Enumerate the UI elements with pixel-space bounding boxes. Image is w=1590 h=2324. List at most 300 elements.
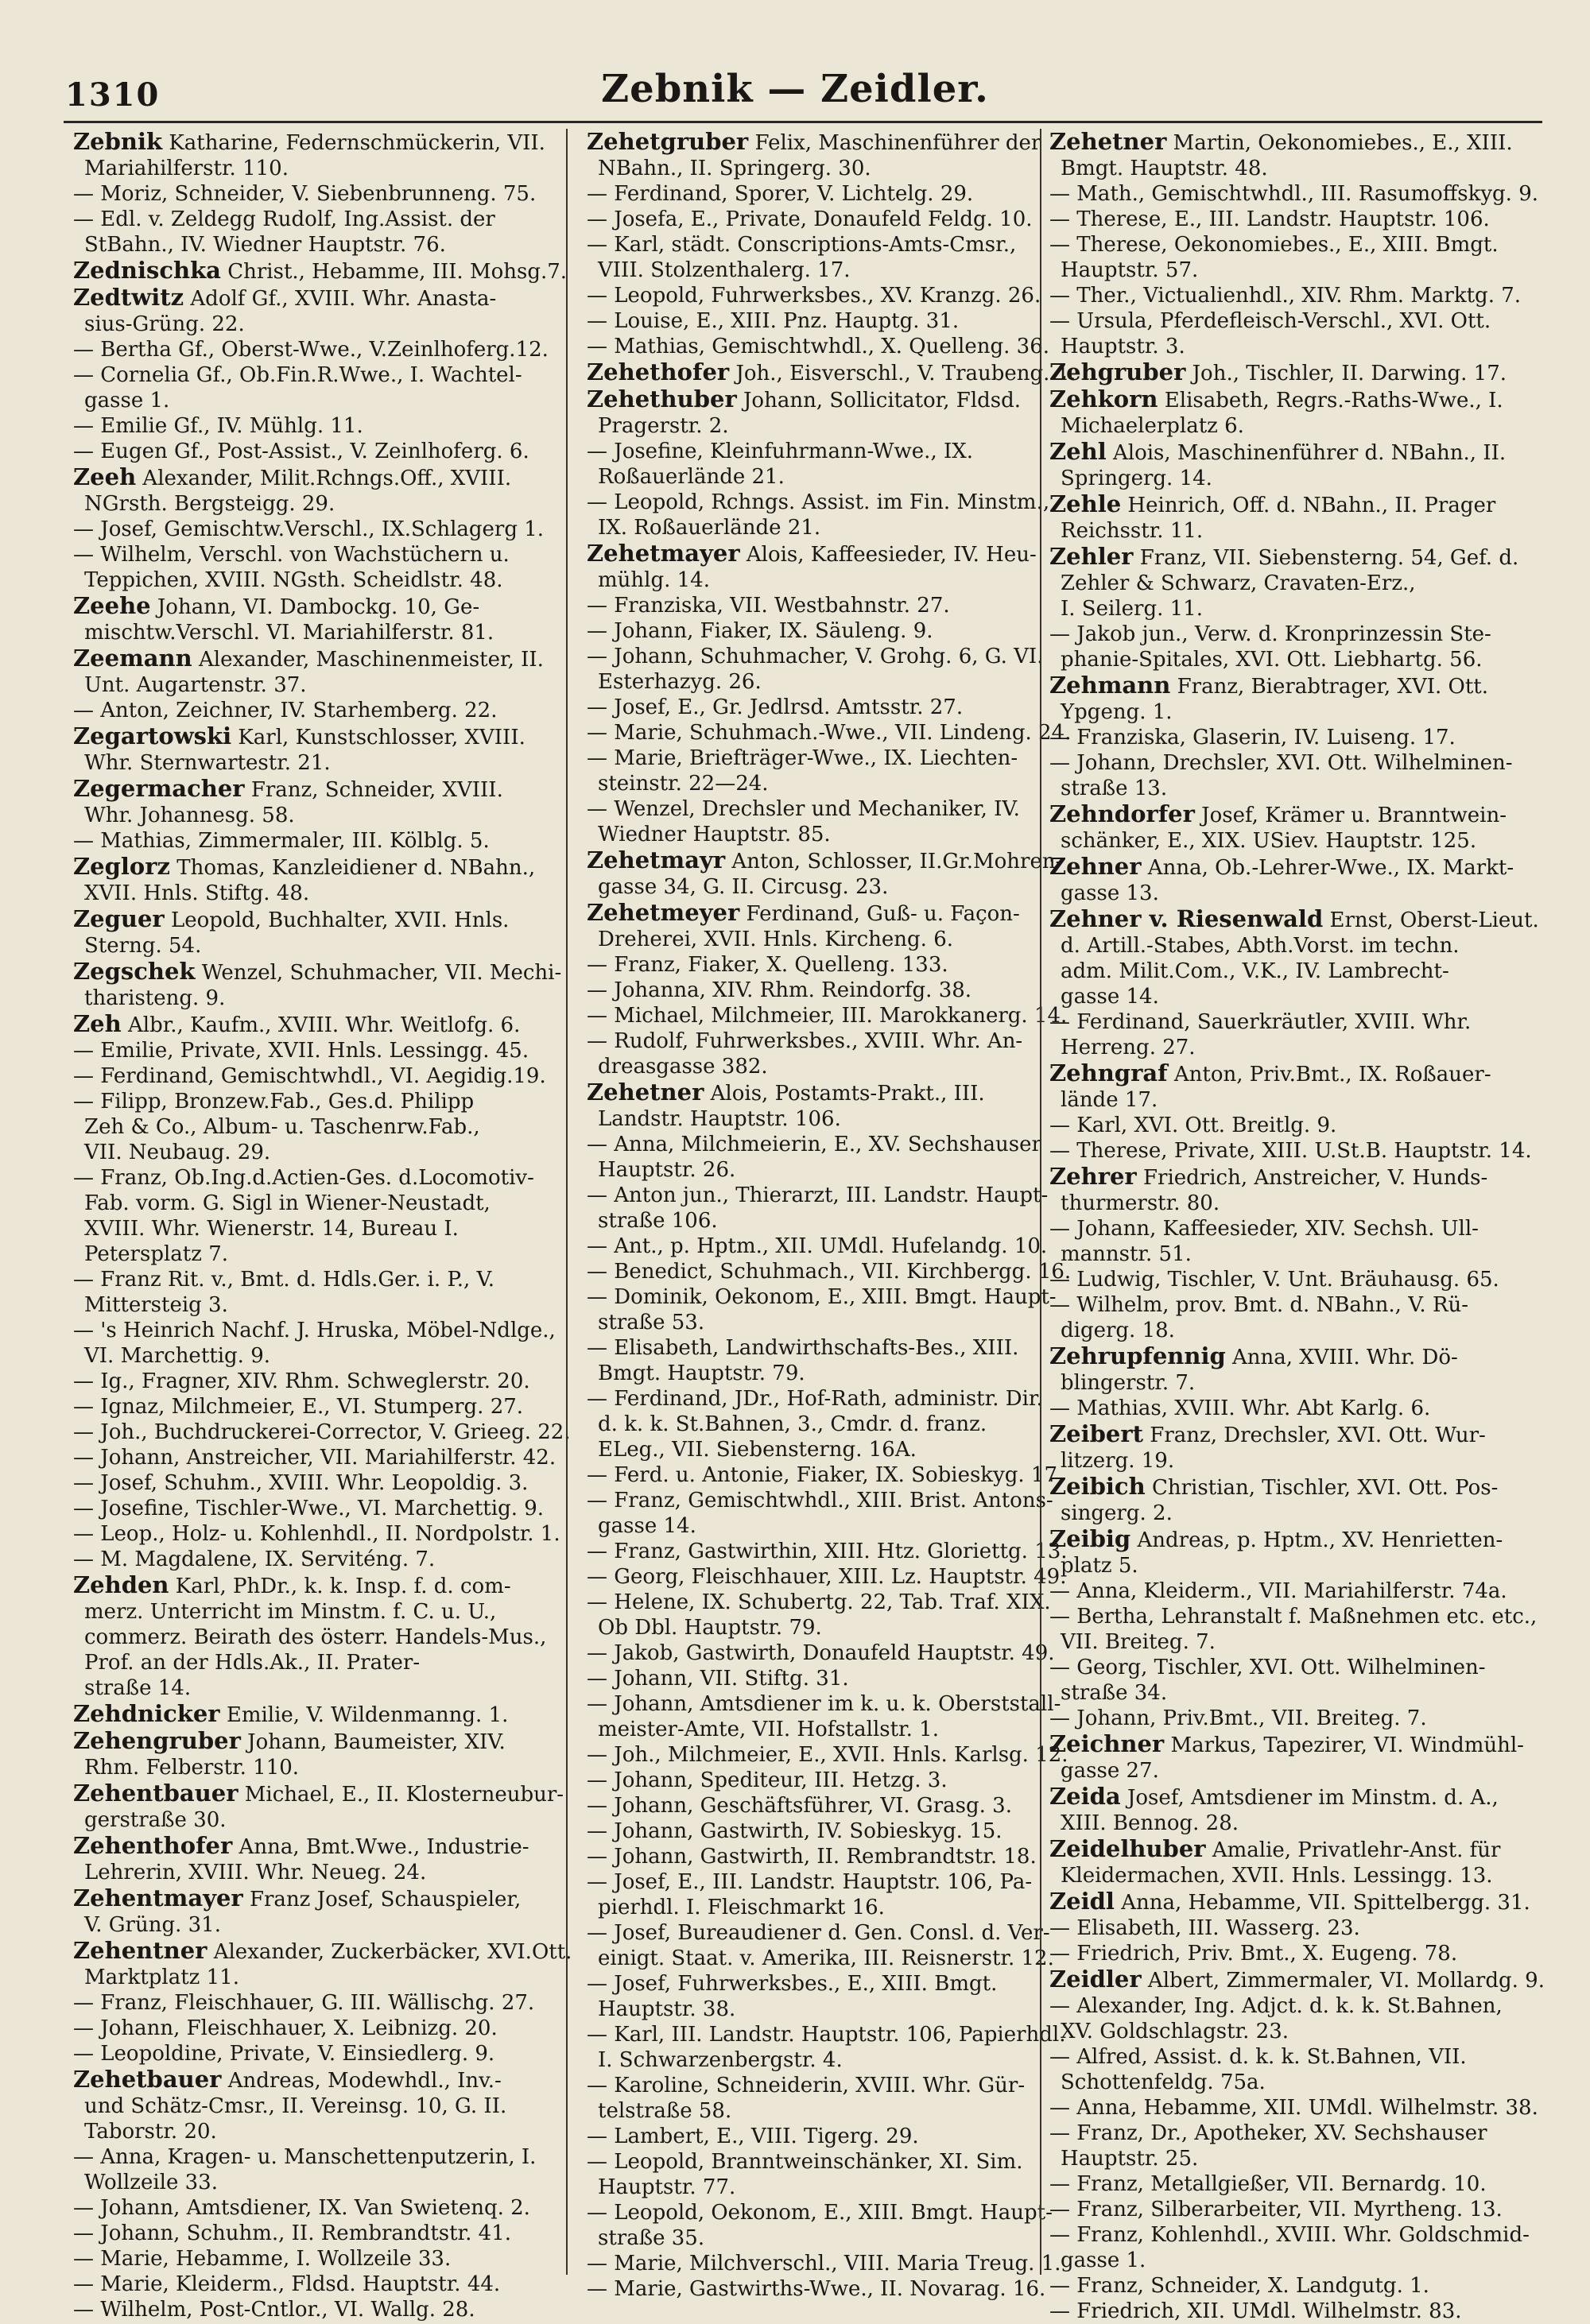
entry-text: Albr., Kaufm., XVIII. Whr. Weitlofg. 6. (121, 1013, 521, 1037)
directory-line (587, 129, 1040, 156)
entry-text: — Jakob, Gastwirth, Donaufeld Hauptstr. 49. (587, 1641, 1055, 1665)
directory-line (1049, 1501, 1526, 1526)
entry-text: mannstr. 51. (1061, 1242, 1192, 1266)
directory-line (73, 1140, 550, 1165)
directory-line (73, 1394, 550, 1420)
directory-line (73, 1755, 550, 1780)
entry-text: Kleidermachen, XVII. Hnls. Lessingg. 13. (1061, 1864, 1493, 1888)
entry-surname: Zeidelhuber (1049, 1835, 1206, 1862)
directory-line (1049, 1526, 1526, 1553)
entry-text: — Franz, Metallgießer, VII. Bernardg. 10. (1049, 2172, 1487, 2196)
entry-surname: Zeehe (73, 592, 151, 619)
entry-text: — Joh., Milchmeier, E., XVII. Hnls. Karlsg. 12. (587, 1743, 1068, 1767)
directory-line (1049, 2121, 1526, 2146)
entry-text: — Anna, Kragen- u. Manschettenputzerin, I. (73, 2145, 537, 2169)
entry-text: — Emilie Gf., IV. Mühlg. 11. (73, 414, 363, 438)
directory-line (1049, 2273, 1526, 2299)
directory-line (587, 1717, 1040, 1742)
entry-text: — Cornelia Gf., Ob.Fin.R.Wwe., I. Wachtel- (73, 363, 522, 387)
directory-line (73, 2272, 550, 2297)
entry-text: — 's Heinrich Nachf. J. Hruska, Möbel-Ndlge., (73, 1319, 556, 1342)
entry-text: Schottenfeldg. 75a. (1061, 2070, 1266, 2094)
entry-surname: Zehentner (73, 1937, 207, 1964)
directory-line (73, 2195, 550, 2221)
directory-line (73, 1038, 550, 1063)
directory-line (73, 439, 550, 464)
entry-text: Wenzel, Schuhmacher, VII. Mechi- (195, 961, 562, 985)
entry-text: — Johann, Fleischhauer, X. Leibnizg. 20. (73, 2016, 498, 2040)
directory-line (1049, 1060, 1526, 1087)
entry-text: Landstr. Hauptstr. 106. (598, 1107, 841, 1131)
entry-text: Anna, Hebamme, VII. Spittelbergg. 31. (1114, 1891, 1530, 1915)
directory-line (587, 2124, 1040, 2149)
directory-line (1049, 491, 1526, 518)
entry-text: — Johann, Priv.Bmt., VII. Breiteg. 7. (1049, 1706, 1427, 1730)
directory-line (73, 1114, 550, 1140)
entry-surname: Zeida (1049, 1783, 1121, 1810)
entry-text: — Edl. v. Zeldegg Rudolf, Ing.Assist. der (73, 207, 495, 231)
directory-line (73, 1496, 550, 1521)
directory-line (587, 207, 1040, 232)
entry-text: VIII. Stolzenthalerg. 17. (598, 258, 851, 282)
directory-line (73, 776, 550, 803)
directory-line (587, 515, 1040, 540)
directory-line (73, 1675, 550, 1701)
directory-line (73, 129, 550, 156)
directory-line (587, 927, 1040, 952)
directory-line (1049, 413, 1526, 439)
directory-line (73, 388, 550, 413)
entry-text: gasse 1. (1061, 2248, 1146, 2272)
directory-line (73, 1885, 550, 1912)
directory-line (73, 1990, 550, 2016)
entry-text: — Johann, Drechsler, XVI. Ott. Wilhelminen- (1049, 751, 1513, 775)
entry-text: I. Seilerg. 11. (1061, 597, 1203, 621)
entry-text: Ob Dbl. Hauptstr. 79. (598, 1616, 822, 1640)
entry-text: — Franz, Fleischhauer, G. III. Wällischg. 27. (73, 1991, 535, 2015)
entry-text: gasse 27. (1061, 1759, 1159, 1783)
entry-text: straße 13. (1061, 777, 1168, 800)
directory-line (73, 156, 550, 181)
directory-line (1049, 439, 1526, 466)
directory-line (587, 644, 1044, 669)
header-rule (64, 121, 1542, 123)
directory-line (73, 1625, 550, 1650)
directory-line (587, 1284, 1057, 1310)
entry-text: adm. Milit.Com., V.K., IV. Lambrecht- (1061, 959, 1449, 983)
entry-text: — Alexander, Ing. Adjct. d. k. k. St.Bahnen, (1049, 1994, 1503, 2018)
entry-text: Franz, Drechsler, XVI. Ott. Wur- (1143, 1423, 1486, 1447)
directory-line (73, 1318, 556, 1343)
entry-text: straße 14. (84, 1676, 192, 1700)
entry-text: StBahn., IV. Wiedner Hauptstr. 76. (84, 233, 446, 257)
entry-text: — Anna, Milchmeierin, E., XV. Sechshauser (587, 1133, 1041, 1156)
entry-surname: Zeibig (1049, 1525, 1131, 1552)
entry-text: — Jakob jun., Verw. d. Kronprinzessin Ste- (1049, 622, 1491, 646)
directory-line (587, 1079, 1040, 1106)
entry-text: — Franziska, Glaserin, IV. Luiseng. 17. (1049, 726, 1456, 749)
directory-line (587, 386, 1040, 413)
entry-text: — Johann, Gastwirth, IV. Sobieskyg. 15. (587, 1819, 1002, 1843)
directory-line (1049, 1241, 1526, 1267)
entry-surname: Zehndorfer (1049, 800, 1195, 827)
entry-text: — Emilie, Private, XVII. Hnls. Lessingg. 45. (73, 1039, 529, 1063)
directory-line (1049, 1474, 1526, 1501)
directory-line (587, 1539, 1068, 1564)
directory-line (1049, 750, 1526, 776)
entry-text: Springerg. 14. (1061, 467, 1212, 490)
entry-text: commerz. Beirath des österr. Handels-Mus., (84, 1625, 547, 1649)
directory-line (73, 933, 550, 959)
entry-text: — Therese, Private, XIII. U.St.B. Hauptstr. 14. (1049, 1139, 1532, 1163)
directory-line (1049, 1731, 1526, 1758)
entry-text: telstraße 58. (598, 2099, 732, 2123)
running-head: Zebnik — Zeidler. (601, 67, 989, 111)
entry-text: — Josef, Schuhm., XVIII. Whr. Leopoldig. 3. (73, 1471, 529, 1495)
entry-text: dreasgasse 382. (598, 1055, 768, 1079)
entry-text: Karl, PhDr., k. k. Insp. f. d. com- (169, 1575, 511, 1598)
entry-text: Wiedner Hauptstr. 85. (598, 823, 831, 846)
directory-line (587, 1844, 1040, 1869)
entry-text: — Filipp, Bronzew.Fab., Ges.d. Philipp (73, 1090, 475, 1114)
directory-line (73, 672, 550, 698)
entry-surname: Zehetgruber (587, 128, 749, 155)
entry-text: Anton, Schlosser, II.Gr.Mohren- (725, 850, 1063, 873)
entry-text: Ernst, Oberst-Lieut. (1323, 908, 1539, 932)
directory-line (587, 1462, 1065, 1488)
entry-text: — Franz, Gemischtwhdl., XIII. Brist. Antons- (587, 1489, 1053, 1513)
directory-line (73, 1470, 550, 1496)
entry-text: phanie-Spitales, XVI. Ott. Liebhartg. 56. (1061, 648, 1483, 672)
directory-line (1049, 1629, 1526, 1655)
entry-text: Bmgt. Hauptstr. 48. (1061, 157, 1268, 180)
entry-text: — Lambert, E., VIII. Tigerg. 29. (587, 2125, 919, 2148)
entry-text: Christian, Tischler, XVI. Ott. Pos- (1145, 1476, 1499, 1500)
entry-text: NBahn., II. Springerg. 30. (598, 157, 871, 180)
entry-surname: Zehmann (1049, 672, 1171, 699)
entry-text: platz 5. (1061, 1554, 1138, 1578)
entry-text: VII. Breiteg. 7. (1061, 1630, 1216, 1654)
directory-line (73, 285, 550, 312)
entry-surname: Zehrupfennig (1049, 1342, 1226, 1369)
directory-line (587, 1768, 1040, 1793)
directory-line (73, 958, 562, 986)
directory-line (1049, 156, 1526, 181)
directory-line (73, 257, 568, 285)
entry-text: einigt. Staat. v. Amerika, III. Reisnerstr. 12. (598, 1946, 1054, 1970)
entry-text: — Ursula, Pferdefleisch-Verschl., XVI. Ott. (1049, 309, 1491, 333)
directory-line (587, 978, 1040, 1003)
entry-surname: Zeichner (1049, 1730, 1165, 1757)
directory-line (587, 1259, 1072, 1284)
directory-line (587, 334, 1050, 359)
entry-text: Prof. an der Hdls.Ak., II. Prater- (84, 1651, 421, 1675)
entry-text: thurmerstr. 80. (1061, 1191, 1220, 1215)
entry-surname: Zehkorn (1049, 385, 1158, 413)
directory-line (587, 1234, 1048, 1259)
entry-text: — Wilhelm, prov. Bmt. d. NBahn., V. Rü- (1049, 1293, 1469, 1317)
directory-line (587, 413, 1040, 439)
directory-line (1049, 544, 1526, 571)
directory-line (587, 1361, 1040, 1386)
directory-line (1049, 1292, 1526, 1318)
entry-text: — Mathias, Zimmermaler, III. Kölblg. 5. (73, 829, 490, 853)
entry-text: Mariahilferstr. 110. (84, 157, 289, 180)
entry-text: — Anton jun., Thierarzt, III. Landstr. Haupt- (587, 1183, 1049, 1207)
entry-text: sius-Grüng. 22. (84, 312, 245, 336)
directory-line (73, 491, 550, 517)
entry-text: — Josefa, E., Private, Donaufeld Feldg. 10. (587, 207, 1033, 231)
entry-text: Hauptstr. 77. (598, 2175, 736, 2199)
entry-text: — Mathias, XVIII. Whr. Abt Karlg. 6. (1049, 1396, 1431, 1420)
directory-line (587, 1054, 1040, 1079)
directory-line (587, 1971, 1040, 1997)
entry-text: I. Schwarzenbergstr. 4. (598, 2048, 843, 2072)
directory-line (1049, 2171, 1526, 2197)
entry-surname: Zeguer (73, 905, 165, 932)
directory-line (73, 698, 550, 723)
entry-text: — Ferdinand, Sporer, V. Lichtelg. 29. (587, 182, 974, 206)
entry-text: und Schätz-Cmsr., II. Vereinsg. 10, G. II. (84, 2094, 507, 2118)
entry-text: — Franz, Fiaker, X. Quelleng. 133. (587, 953, 948, 977)
entry-text: Petersplatz 7. (84, 1242, 228, 1266)
directory-line (587, 1488, 1053, 1513)
entry-text: — Franziska, VII. Westbahnstr. 27. (587, 594, 950, 618)
directory-line (1049, 905, 1539, 933)
entry-text: Ypgeng. 1. (1061, 700, 1173, 724)
directory-line (73, 232, 550, 258)
entry-surname: Zegartowski (73, 722, 232, 749)
entry-text: — Josef, E., III. Landstr. Hauptstr. 106, Pa- (587, 1870, 1033, 1894)
entry-surname: Zehetmeyer (587, 899, 740, 926)
directory-line (73, 2170, 550, 2195)
directory-line (1049, 1993, 1526, 2019)
directory-line (587, 358, 1076, 386)
directory-line (1049, 1604, 1538, 1629)
directory-line (73, 337, 550, 362)
entry-text: — Anna, Hebamme, XII. UMdl. Wilhelmstr. 38. (1049, 2096, 1538, 2120)
entry-text: Josef, Krämer u. Branntwein- (1194, 804, 1507, 827)
directory-line (1049, 2222, 1530, 2248)
entry-surname: Zehentmayer (73, 1884, 243, 1911)
entry-surname: Zednischka (73, 257, 221, 284)
entry-text: — Marie, Kleiderm., Fldsd. Hauptstr. 44. (73, 2272, 501, 2296)
directory-line (1049, 2299, 1526, 2324)
entry-text: mischtw.Verschl. VI. Mariahilferstr. 81. (84, 621, 494, 645)
directory-line (73, 881, 550, 906)
directory-line (1049, 283, 1526, 308)
directory-line (587, 258, 1040, 283)
directory-line (73, 1937, 572, 1965)
entry-text: — Elisabeth, Landwirthschafts-Bes., XIII. (587, 1336, 1019, 1360)
directory-line (73, 207, 550, 232)
entry-text: Lehrerin, XVIII. Whr. Neueg. 24. (84, 1861, 427, 1884)
entry-text: Marktplatz 11. (84, 1966, 239, 1989)
directory-line (587, 695, 1040, 720)
directory-line (1049, 1216, 1526, 1241)
entry-text: — Rudolf, Fuhrwerksbes., XVIII. Whr. An- (587, 1029, 1023, 1053)
entry-text: Felix, Maschinenführer der (748, 131, 1041, 155)
directory-line (587, 1869, 1040, 1895)
entry-text: merz. Unterricht im Minstm. f. C. u. U., (84, 1600, 497, 1624)
entry-text: VI. Marchettig. 9. (84, 1344, 271, 1368)
entry-text: — Johann, Anstreicher, VII. Mariahilferstr. 42. (73, 1446, 556, 1470)
entry-text: — Karl, städt. Conscriptions-Amts-Cmsr., (587, 233, 1017, 257)
entry-surname: Zehgruber (1049, 358, 1186, 385)
directory-line (587, 796, 1040, 822)
directory-line (73, 362, 550, 388)
directory-line (587, 669, 1040, 695)
directory-line (587, 2225, 1040, 2251)
entry-text: — Michael, Milchmeier, III. Marokkanerg. 14. (587, 1004, 1068, 1028)
entry-text: blingerstr. 7. (1061, 1371, 1196, 1395)
entry-text: — Ig., Fragner, XIV. Rhm. Schweglerstr. 20. (73, 1369, 530, 1393)
directory-line (1049, 1267, 1526, 1292)
directory-line (1049, 647, 1526, 672)
directory-line (73, 1807, 550, 1833)
entry-text: — Karl, III. Landstr. Hauptstr. 106, Papierhdl. (587, 2023, 1066, 2047)
entry-text: — Benedict, Schuhmach., VII. Kirchbergg. 16. (587, 1260, 1072, 1284)
directory-line (1049, 801, 1526, 828)
directory-line (1049, 1888, 1530, 1915)
entry-text: — Ferd. u. Antonie, Fiaker, IX. Sobieskyg. 17. (587, 1463, 1065, 1487)
entry-text: Hauptstr. 38. (598, 1997, 736, 2021)
entry-text: straße 53. (598, 1311, 705, 1334)
entry-text: Albert, Zimmermaler, VI. Mollardg. 9. (1141, 1969, 1545, 1993)
entry-surname: Zeeh (73, 463, 137, 490)
page-number: 1310 (65, 76, 161, 114)
entry-text: — Anton, Zeichner, IV. Starhemberg. 22. (73, 699, 498, 722)
directory-line (587, 1742, 1068, 1768)
directory-line (587, 181, 1040, 207)
column-1 (73, 128, 572, 2322)
directory-line (587, 439, 1040, 464)
column-divider (1040, 129, 1041, 2275)
entry-text: — Josefine, Tischler-Wwe., VI. Marchettig. 9. (73, 1497, 545, 1520)
directory-line (1049, 725, 1526, 750)
directory-line (73, 1599, 550, 1625)
entry-text: — Franz, Gastwirthin, XIII. Htz. Gloriettg. 13. (587, 1540, 1068, 1563)
directory-line (1049, 828, 1526, 854)
entry-text: — Georg, Tischler, XVI. Ott. Wilhelminen- (1049, 1656, 1486, 1679)
directory-line (73, 2094, 550, 2119)
entry-text: straße 106. (598, 1209, 718, 1233)
directory-line (1049, 1941, 1526, 1966)
directory-line (73, 1420, 571, 1445)
directory-line (587, 746, 1040, 771)
directory-line (587, 1028, 1040, 1054)
entry-text: Taborstr. 20. (84, 2120, 217, 2144)
entry-surname: Zeemann (73, 645, 192, 672)
entry-text: — Alfred, Assist. d. k. k. St.Bahnen, VII. (1049, 2045, 1467, 2069)
entry-text: V. Grüng. 31. (84, 1913, 221, 1937)
entry-text: — Josefine, Kleinfuhrmann-Wwe., IX. (587, 440, 974, 463)
entry-surname: Zehl (1049, 438, 1107, 465)
entry-text: — Helene, IX. Schubertg. 22, Tab. Traf. XIX. (587, 1590, 1051, 1614)
directory-line (73, 567, 550, 593)
directory-line (587, 1615, 1040, 1640)
entry-text: — Josef, Bureaudiener d. Gen. Consl. d. Ver- (587, 1921, 1050, 1945)
entry-surname: Zehethuber (587, 385, 737, 413)
entry-text: — Joh., Buchdruckerei-Corrector, V. Grieeg. 22. (73, 1420, 571, 1444)
directory-line (1049, 207, 1526, 232)
directory-line (587, 1895, 1040, 1920)
entry-text: gasse 14. (598, 1514, 696, 1538)
directory-line (587, 2073, 1040, 2098)
directory-line (73, 2297, 550, 2322)
directory-line (73, 464, 550, 491)
directory-line (73, 1011, 550, 1038)
directory-line (73, 854, 550, 881)
entry-text: Elisabeth, Regrs.-Raths-Wwe., I. (1158, 389, 1503, 413)
entry-text: gasse 13. (1061, 881, 1159, 905)
directory-line (1049, 1836, 1526, 1863)
entry-text: singerg. 2. (1061, 1501, 1173, 1525)
directory-line (73, 413, 550, 439)
entry-text: Hauptstr. 26. (598, 1158, 736, 1182)
entry-text: — Friedrich, Priv. Bmt., X. Eugeng. 78. (1049, 1942, 1458, 1966)
entry-text: — Johann, Gastwirth, II. Rembrandtstr. 18. (587, 1845, 1037, 1869)
directory-line (73, 2066, 550, 2094)
entry-text: Martin, Oekonomiebes., E., XIII. (1166, 131, 1513, 155)
entry-text: — Ferdinand, Gemischtwhdl., VI. Aegidig.19. (73, 1064, 546, 1088)
entry-text: — Josef, Gemischtw.Verschl., IX.Schlagerg 1. (73, 517, 545, 541)
entry-text: — Louise, E., XIII. Pnz. Hauptg. 31. (587, 309, 960, 333)
entry-text: Andreas, Modewhdl., Inv.- (221, 2069, 502, 2093)
entry-text: — Marie, Gastwirths-Wwe., II. Novarag. 16. (587, 2277, 1046, 2301)
directory-line (73, 645, 550, 672)
directory-line (587, 846, 1063, 874)
directory-line (587, 2200, 1053, 2225)
directory-line (1049, 2146, 1526, 2171)
entry-text: Heinrich, Off. d. NBahn., II. Prager (1121, 494, 1496, 517)
directory-line (73, 2041, 550, 2066)
directory-line (1049, 466, 1526, 491)
entry-text: meister-Amte, VII. Hofstallstr. 1. (598, 1718, 939, 1741)
directory-line (1049, 1164, 1526, 1191)
directory-line (73, 542, 550, 567)
directory-line (587, 540, 1040, 567)
entry-surname: Zehethofer (587, 358, 730, 385)
directory-line (587, 1132, 1040, 1157)
entry-text: XVII. Hnls. Stiftg. 48. (84, 881, 310, 905)
directory-line (1049, 1370, 1526, 1396)
entry-text: — Johann, Geschäftsführer, VI. Grasg. 3. (587, 1794, 1012, 1818)
entry-text: Alexander, Maschinenmeister, II. (192, 648, 544, 672)
entry-text: Alexander, Milit.Rchngs.Off., XVIII. (136, 467, 512, 490)
directory-line (73, 1965, 550, 1990)
directory-line (1049, 181, 1538, 207)
entry-text: Alois, Kaffeesieder, IV. Heu- (739, 543, 1037, 567)
directory-line (1049, 1966, 1545, 1993)
entry-text: Hauptstr. 25. (1061, 2147, 1199, 2171)
column-divider (566, 129, 568, 2275)
entry-text: — Wenzel, Drechsler und Mechaniker, IV. (587, 797, 1020, 821)
entry-text: — Ludwig, Tischler, V. Unt. Bräuhausg. 65. (1049, 1268, 1499, 1292)
directory-line (73, 2119, 550, 2144)
directory-line (1049, 1138, 1532, 1164)
entry-text: — Marie, Briefträger-Wwe., IX. Liechten- (587, 746, 1018, 770)
entry-surname: Zeh (73, 1010, 122, 1037)
entry-text: Michael, E., II. Klosterneubur- (238, 1783, 564, 1807)
entry-text: Hauptstr. 57. (1061, 258, 1199, 282)
entry-text: Franz, VII. Siebensterng. 54, Gef. d. (1133, 546, 1519, 570)
entry-text: Pragerstr. 2. (598, 414, 729, 438)
entry-text: Roßauerlände 21. (598, 465, 785, 489)
entry-text: pierhdl. I. Fleischmarkt 16. (598, 1896, 885, 1919)
directory-line (1049, 334, 1526, 359)
entry-text: Esterhazyg. 26. (598, 670, 762, 694)
